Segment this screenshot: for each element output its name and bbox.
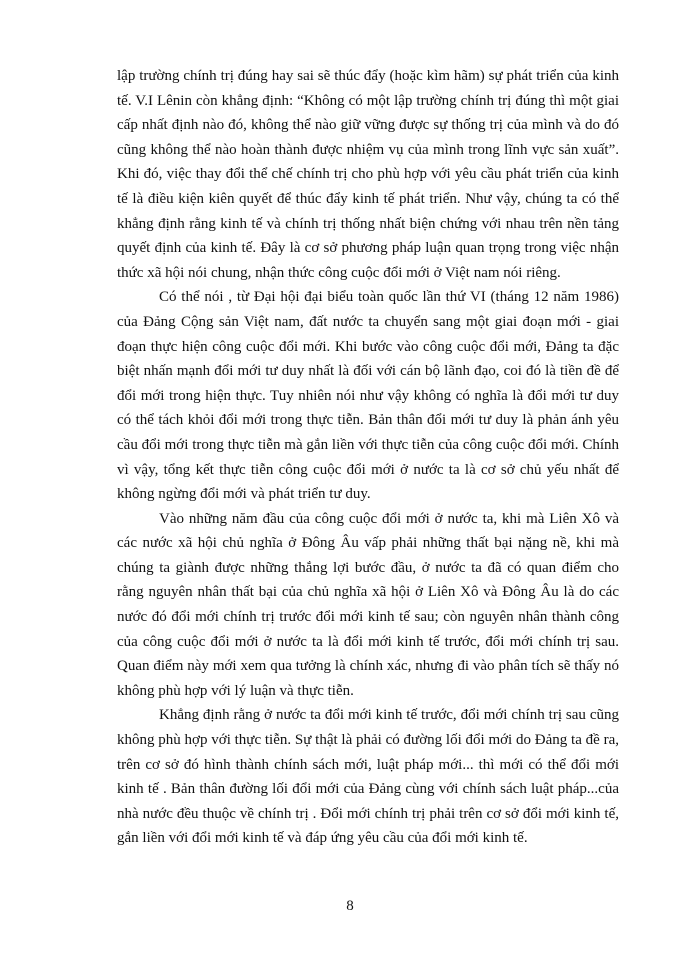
paragraph: lập trường chính trị đúng hay sai sẽ thúc đẩy (hoặc kìm hãm) sự phát triển của kinh tế. V.I Lênin còn khẳng định: “Không có một lập trường chính trị đúng thì một giai cấp nhất định nào đó, không thể nào giữ vững được sự thống trị của mình và do đó cũng không thể nào hoàn thành được nhiệm vụ của mình trong lĩnh vực sản xuất”. Khi đó, việc thay đổi thể chế chính trị cho phù hợp với yêu cầu phát triển của kinh tế là điều kiện kiên quyết để thúc đẩy kinh tế phát triển. Như vậy, chúng ta có thể khẳng định rằng kinh tế và chính trị thống nhất biện chứng với nhau trên nền tảng quyết định của kinh tế. Đây là cơ sở phương pháp luận quan trọng trong việc nhận thức xã hội nói chung, nhận thức công cuộc đổi mới ở Việt nam nói riêng. [117, 68, 619, 281]
paragraph: Khẳng định rằng ở nước ta đổi mới kinh tế trước, đổi mới chính trị sau cũng không phù hợp với thực tiễn. Sự thật là phải có đường lối đổi mới do Đảng ta đề ra, trên cơ sở đó hình thành chính sách mới, luật pháp mới... thì mới có thể đổi mới kinh tế . Bản thân đường lối đổi mới của Đảng cùng với chính sách luật pháp...của nhà nước đều thuộc về chính trị . Đổi mới chính trị phải trên cơ sở đổi mới kinh tế, gắn liền với đổi mới kinh tế và đáp ứng yêu cầu của đổi mới kinh tế. [117, 707, 619, 847]
page-number: 8 [346, 898, 354, 914]
body-text [117, 64, 619, 851]
paragraph: Vào những năm đầu của công cuộc đổi mới ở nước ta, khi mà Liên Xô và các nước xã hội chủ nghĩa ở Đông Âu vấp phải những thất bại nặng nề, khi mà chúng ta giành được những thắng lợi bước đầu, ở nước ta đã có quan điểm cho rằng nguyên nhân thất bại của chủ nghĩa xã hội ở Liên Xô và Đông Âu là do các nước đó đổi mới chính trị trước đổi mới kinh tế sau; còn nguyên nhân thành công của công cuộc đổi mới ở nước ta là đổi mới kinh tế trước, đổi mới chính trị sau. Quan điểm này mới xem qua tưởng là chính xác, nhưng đi vào phân tích sẽ thấy nó không phù hợp với lý luận và thực tiễn. [117, 510, 619, 699]
paragraph: Có thể nói , từ Đại hội đại biểu toàn quốc lần thứ VI (tháng 12 năm 1986) của Đảng Cộng sản Việt nam, đất nước ta chuyển sang một giai đoạn mới - giai đoạn thực hiện công cuộc đổi mới. Khi bước vào công cuộc đổi mới, Đảng ta đặc biệt nhấn mạnh đổi mới tư duy nhất là đối với cán bộ lãnh đạo, coi đó là tiền đề để đổi mới trong hiện thực. Tuy nhiên nói như vậy không có nghĩa là đổi mới tư duy có thể tách khỏi đổi mới trong thực tiễn. Bản thân đổi mới tư duy là phản ánh yêu cầu đổi mới trong thực tiễn mà gắn liền với thực tiễn của công cuộc đổi mới. Chính vì vậy, tổng kết thực tiễn công cuộc đổi mới ở nước ta là cơ sở chủ yếu nhất để không ngừng đổi mới và phát triển tư duy. [117, 289, 619, 503]
